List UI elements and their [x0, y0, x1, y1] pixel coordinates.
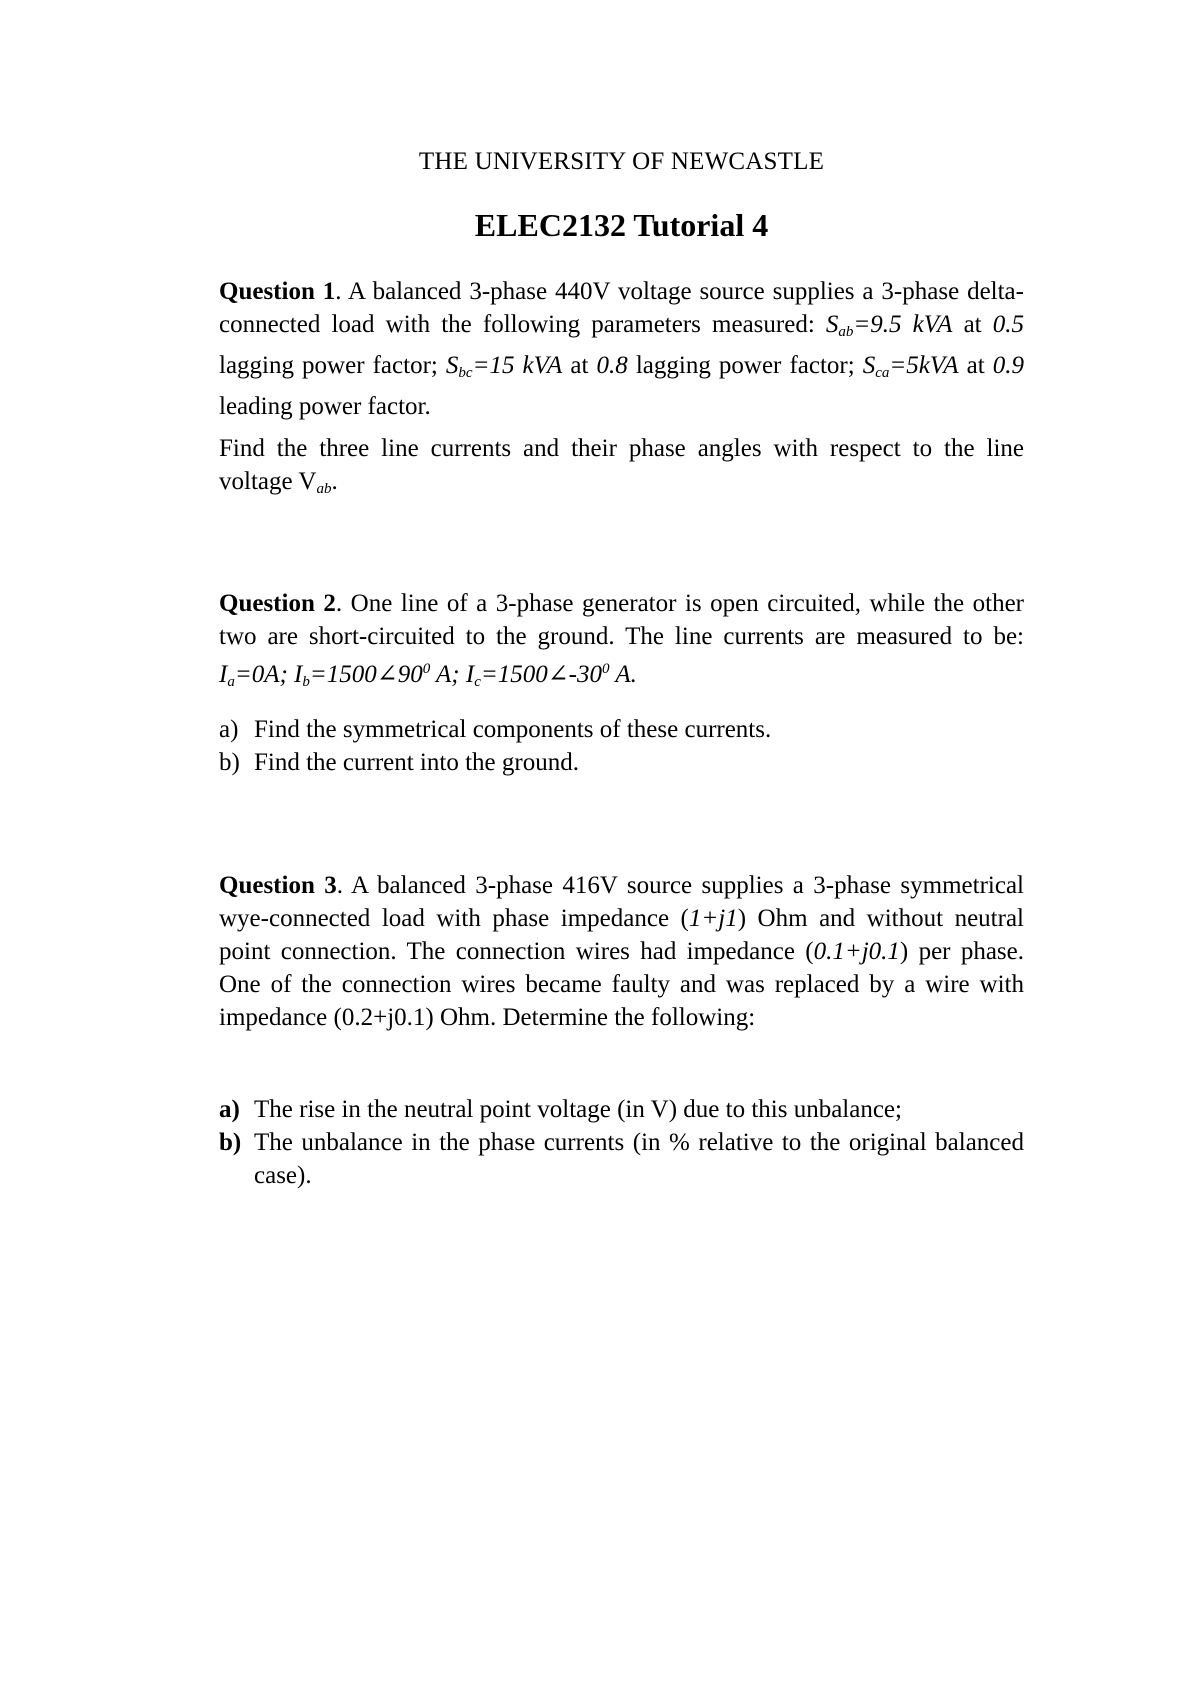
list-text: The unbalance in the phase currents (in % relative to the original balanced case).	[254, 1129, 1024, 1189]
phase-impedance: 1+j1	[688, 905, 738, 932]
list-marker: a)	[219, 716, 239, 743]
document-title: ELEC2132 Tutorial 4	[474, 207, 769, 243]
list-item	[219, 1126, 1024, 1192]
question-1	[219, 275, 1024, 423]
ib-subscript: b	[302, 674, 310, 690]
s-ca-subscript: ca	[875, 365, 890, 381]
ib-unit: A;	[430, 661, 466, 688]
list-text: Find the symmetrical components of these currents.	[254, 716, 772, 743]
s-bc-subscript: bc	[458, 365, 473, 381]
university-name: THE UNIVERSITY OF NEWCASTLE	[418, 148, 825, 175]
question-3-label: Question 3	[219, 872, 337, 899]
ia-symbol: I	[219, 661, 228, 688]
ic-value: =1500∠-30	[480, 661, 603, 688]
q1-text-7: leading power factor.	[219, 393, 431, 420]
list-marker: b)	[219, 749, 240, 776]
list-item	[219, 746, 1024, 779]
s-ab-symbol: S	[825, 311, 839, 338]
s-ca-value: =5kVA	[889, 352, 959, 379]
list-marker: a)	[219, 1096, 240, 1123]
question-3-parts	[219, 1093, 1024, 1192]
q1-text-5: lagging power factor;	[627, 352, 863, 379]
list-item	[219, 713, 1024, 746]
ic-subscript: c	[474, 674, 481, 690]
ic-degree: 0	[602, 661, 610, 677]
q3-text-1: . A balanced 3-phase 416V source supplies a 3-phase symmetrical wye-connected load with phase impedance (	[219, 872, 1024, 932]
ib-value: =1500∠90	[309, 661, 423, 688]
list-text: Find the current into the ground.	[254, 749, 579, 776]
s-ab-value: =9.5 kVA	[853, 311, 953, 338]
question-2	[219, 587, 1024, 699]
q1-text-1: . A balanced 3-phase 440V voltage source supplies a 3-phase delta-connected load with the following parameters measured:	[219, 278, 1024, 338]
list-marker: b)	[219, 1129, 242, 1156]
q2-text-1: . One line of a 3-phase generator is open circuited, while the other two are short-circuited to the ground. The line currents are measured to be:	[219, 590, 1024, 650]
ib-degree: 0	[422, 661, 431, 677]
v-ab-subscript: ab	[316, 481, 332, 497]
power-factor-3: 0.9	[992, 352, 1025, 379]
q1-text-3: lagging power factor;	[219, 352, 446, 379]
q3-text-2: ) Ohm and without neutral point connection. The connection wires had impedance (	[219, 905, 1024, 965]
q1-find-text: Find the three line currents and their phase angles with respect to the line voltage V	[219, 435, 1024, 495]
s-ab-subscript: ab	[838, 324, 854, 340]
list-item	[219, 1093, 1024, 1126]
question-2-parts	[219, 713, 1024, 779]
ic-unit: A.	[609, 661, 637, 688]
q3-text-3: ) per phase. One of the connection wires became faulty and was replaced by a wire with impedance (0.2+j0.1) Ohm. Determine the following:	[219, 938, 1025, 1031]
q1-find-end: .	[331, 468, 338, 495]
ia-value: =0A;	[234, 661, 295, 688]
list-text: The rise in the neutral point voltage (in V) due to this unbalance;	[254, 1096, 902, 1123]
q1-text-4: at	[562, 352, 597, 379]
power-factor-1: 0.5	[992, 311, 1025, 338]
wire-impedance: 0.1+j0.1	[813, 938, 900, 965]
question-2-label: Question 2	[219, 590, 336, 617]
q1-text-2: at	[952, 311, 993, 338]
question-1-task	[219, 432, 1024, 506]
power-factor-2: 0.8	[596, 352, 628, 379]
q1-text-6: at	[958, 352, 993, 379]
ib-symbol: I	[294, 661, 303, 688]
ic-symbol: I	[465, 661, 475, 688]
s-bc-symbol: S	[445, 352, 459, 379]
s-ca-symbol: S	[862, 352, 876, 379]
question-1-label: Question 1	[219, 278, 336, 305]
ia-subscript: a	[227, 674, 235, 690]
question-3	[219, 869, 1024, 1034]
s-bc-value: =15 kVA	[472, 352, 563, 379]
